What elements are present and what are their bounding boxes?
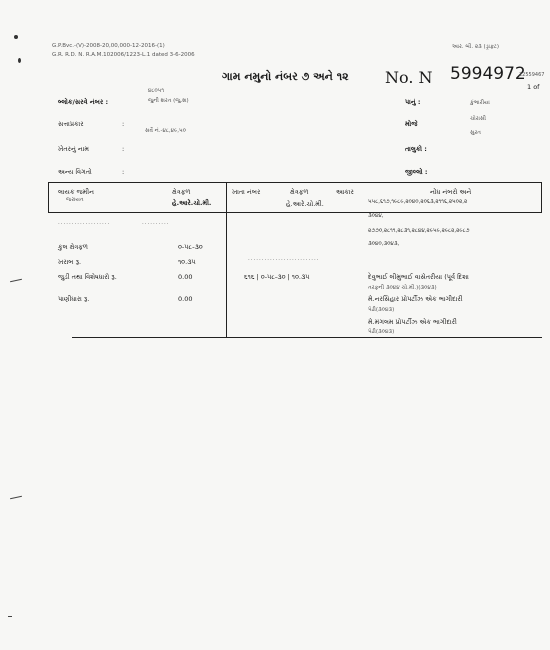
serial-number: 22559467 — [519, 72, 545, 78]
khata-column-divider — [226, 182, 227, 337]
table-bottom-rule — [72, 337, 542, 338]
row-label: પાણીધારા રૂ. — [58, 295, 90, 303]
kshetrafal2-unit: હે.આરે.ચો.મી. — [286, 200, 324, 208]
row-value: 0.00 — [178, 273, 193, 281]
row-value: ૧૦.૩૫ — [178, 258, 196, 266]
layak-label: લાયક જમીન — [58, 188, 94, 196]
scan-mark — [10, 279, 22, 282]
nondh-line: ૨૭૭૦,૨૮૧૧,૨૮૩૧,૨૮૪૪,૨૯૫૯,૨૯૮૨,૨૯૮૭ — [368, 228, 470, 234]
scan-mark — [8, 616, 12, 617]
nondh-line: ૫૫૮,૬૧૭,૧૯૮૯,૨૦૪૦,૨૦૬૩,૨૧૧૬,૨૫૦૨,૨ — [368, 199, 468, 205]
sattaprakar-label: સત્તાપ્રકાર — [58, 120, 84, 128]
layak-sub: જરાયત — [66, 197, 84, 203]
row-label: કુલ ક્ષેત્રફળ — [58, 243, 88, 251]
row-label: ખરાબ રૂ. — [58, 258, 82, 266]
nondh-line: તરફની ૩૦૪૪ ચો.મી.)(૩૦૪૩) — [368, 285, 437, 291]
table-top-border — [48, 182, 542, 183]
dotted-separator: .......... — [142, 220, 170, 226]
kshetrafal2-label: ક્ષેત્રફળ — [290, 188, 309, 196]
jillo-label: જીલ્લો : — [405, 168, 428, 176]
dotted-separator: ................... — [58, 220, 111, 226]
scan-mark — [14, 35, 18, 39]
dotted-separator: .......................... — [248, 256, 320, 262]
page-of: 1 of — [527, 83, 540, 91]
khetar-label: ખેતરનું નામ — [58, 145, 89, 153]
form-title: ગામ નમુનો નંબર ૭ અને ૧૨ — [222, 70, 349, 83]
row-value: ૦-૫૮-૩૦ — [178, 243, 203, 251]
kshetrafal-unit: હે.આરે.ચો.મી. — [172, 199, 212, 207]
nondh-line: પેઢી(૩૦૪૩) — [368, 307, 395, 313]
colon: : — [122, 145, 125, 153]
panu-label: પાનું : — [405, 98, 421, 106]
colon: : — [122, 120, 125, 128]
nondh-line: મે.નરસિંહાર પ્રોપર્ટીઝ એક ભાગીદારી — [368, 295, 463, 303]
table-header-bottom — [48, 212, 542, 213]
print-line-1: G.P.Bvc.-(V)-2008-20,00,000-12-2016-(1) — [52, 43, 165, 49]
moje-label: મોજે — [405, 120, 418, 128]
code-top: ૪૮૦૫૧ — [148, 88, 165, 94]
moje-value: ચોરાસી — [470, 116, 486, 122]
nondh-line: દેવુભાઈ લીમુભાઈ વાસેતરીયા (પૂર્વ દિશા — [368, 273, 469, 281]
khata-entry: ૬૧૬ | ૦-૫૮-૩૦ | ૧૦.૩૫ — [244, 273, 310, 281]
number-label: No. N — [385, 68, 433, 87]
row-label: જુડી તથા વિશેષધારો રૂ. — [58, 273, 117, 281]
table-left-border — [48, 182, 49, 213]
nondh-line: પેઢી(૩૦૪૩) — [368, 329, 395, 335]
print-line-2: G.R. R.D. N. R.A.M.102006/1223-L.1 dated 3-6-2006 — [52, 52, 195, 58]
taluko-label: તાલુકો : — [405, 145, 427, 153]
nondh-line: ૩૦૪૦,૩૦૪૩, — [368, 241, 400, 247]
arji-number: આર. બી. ૨૩ (ડ્રાફ્ટ) — [452, 44, 499, 50]
block-label: બ્લોક/સરવે નંબર : — [58, 98, 109, 106]
block-value: જુની શરત (જુ.શ) — [148, 98, 189, 104]
survey-number: સર્વે નં.-૪૮,૪૯,૫૦ — [145, 128, 186, 134]
document-number: 5994972 — [450, 64, 526, 84]
colon: : — [122, 168, 125, 176]
akar-label: આકાર — [336, 188, 354, 196]
table-right-border — [541, 182, 542, 213]
khata-label: ખાતા નંબર — [232, 188, 261, 196]
scan-mark — [10, 496, 22, 499]
kshetrafal-label: ક્ષેત્રફળ — [172, 188, 191, 196]
nondh-line: મે.મંગલમ પ્રોપર્ટીઝ એક ભાગીદારી — [368, 318, 457, 326]
taluko-value: સુરત — [470, 130, 481, 136]
nondh-line: ૩૦૪૪, — [368, 213, 384, 219]
panu-value: કુંભારીયા — [470, 100, 490, 106]
scan-mark — [18, 58, 21, 63]
row-value: 0.00 — [178, 295, 193, 303]
nondh-label: નોંધ નંબરો અને — [430, 188, 472, 196]
anya-label: અન્ય વિગતો — [58, 168, 92, 176]
